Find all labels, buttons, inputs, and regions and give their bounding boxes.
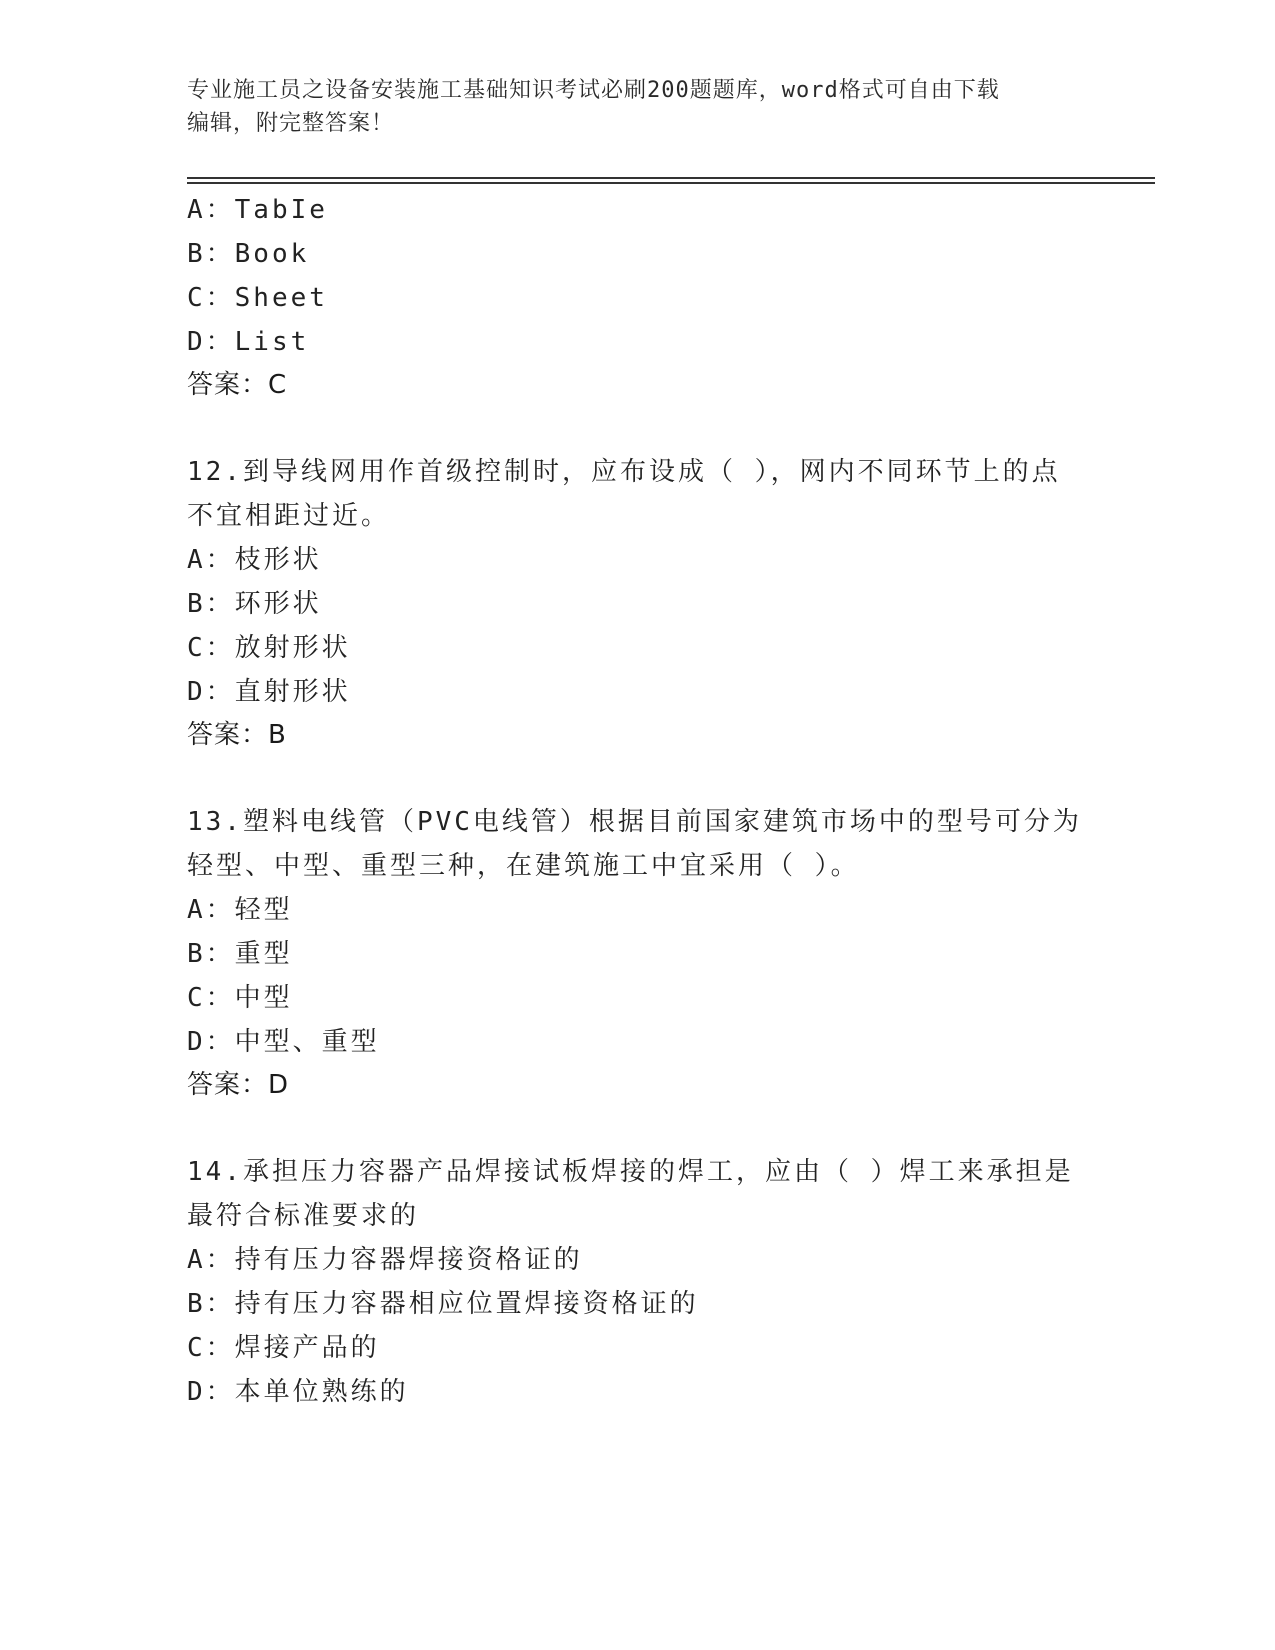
header-line-2: 编辑，附完整答案！	[187, 111, 395, 136]
q11-answer: 答案：C	[187, 370, 288, 400]
q12-option-d: D：直射形状	[187, 677, 351, 707]
q13-option-b: B：重型	[187, 939, 293, 969]
q11-option-a: A：TabIe	[187, 195, 328, 225]
q12-stem-line-1: 12.到导线网用作首级控制时，应布设成（ ），网内不同环节上的点	[187, 457, 1061, 487]
q13-option-d: D：中型、重型	[187, 1027, 380, 1057]
q14-stem-line-2: 最符合标准要求的	[187, 1201, 420, 1231]
q12-option-c: C：放射形状	[187, 633, 351, 663]
q12-stem-line-2: 不宜相距过近。	[187, 501, 391, 531]
q12-option-b: B：环形状	[187, 589, 322, 619]
q11-option-b: B：Book	[187, 239, 310, 269]
q14-option-b: B：持有压力容器相应位置焊接资格证的	[187, 1289, 699, 1319]
q11-option-d: D：List	[187, 327, 310, 357]
q12-answer: 答案：B	[187, 720, 287, 750]
q14-stem-line-1: 14.承担压力容器产品焊接试板焊接的焊工，应由（ ）焊工来承担是	[187, 1157, 1074, 1187]
q13-answer: 答案：D	[187, 1070, 290, 1100]
q13-stem-line-2: 轻型、中型、重型三种，在建筑施工中宜采用（ ）。	[187, 851, 860, 881]
q11-option-c: C：Sheet	[187, 283, 328, 313]
document-header	[187, 74, 1067, 140]
q14-option-d: D：本单位熟练的	[187, 1377, 409, 1407]
header-line-1: 专业施工员之设备安装施工基础知识考试必刷200题题库，word格式可自由下载	[187, 78, 1000, 103]
header-divider-top	[187, 177, 1155, 179]
header-divider-bottom	[187, 182, 1155, 184]
q12-option-a: A：枝形状	[187, 545, 322, 575]
q13-option-a: A：轻型	[187, 895, 293, 925]
q14-option-c: C：焊接产品的	[187, 1333, 380, 1363]
q14-option-a: A：持有压力容器焊接资格证的	[187, 1245, 583, 1275]
q13-stem-line-1: 13.塑料电线管（PVC电线管）根据目前国家建筑市场中的型号可分为	[187, 807, 1082, 837]
q13-option-c: C：中型	[187, 983, 293, 1013]
